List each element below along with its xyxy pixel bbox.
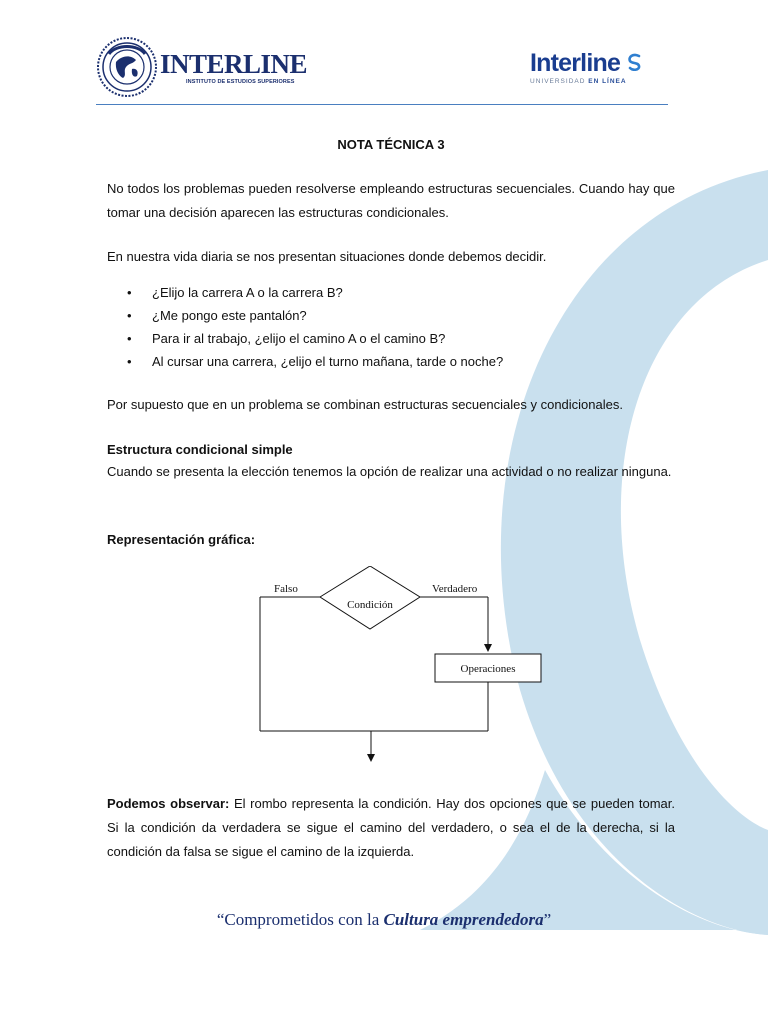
observation-text: El rombo representa la condición. Hay dos opciones que se pueden tomar. Si la condición da verdadera se sigue el camino del verdadero, o sea el de la derecha, si la condición da falsa se sigue el camino de la izquierda.: [107, 796, 675, 859]
observation-label: Podemos observar:: [107, 796, 230, 811]
decision-examples-list: [107, 281, 675, 373]
list-item: • Al cursar una carrera, ¿elijo el turno mañana, tarde o noche?: [107, 350, 675, 373]
section-heading: Estructura condicional simple: [107, 442, 293, 457]
intro-paragraph-1: No todos los problemas pueden resolverse empleando estructuras secuenciales. Cuando hay que tomar una decisión aparecen las estructuras condicionales.: [107, 181, 675, 220]
list-item: • ¿Elijo la carrera A o la carrera B?: [107, 281, 675, 304]
slogan-emphasis: Cultura emprendedora: [383, 910, 544, 929]
interline-institute-logo: [96, 36, 307, 98]
intro-paragraph-2: En nuestra vida diaria se nos presentan situaciones donde debemos decidir.: [107, 249, 547, 264]
true-label: Verdadero: [432, 583, 478, 595]
conditional-flowchart: [250, 566, 550, 766]
institute-subtitle: INSTITUTO DE ESTUDIOS SUPERIORES: [186, 78, 295, 85]
slogan-open: “Comprometidos con la: [216, 910, 384, 929]
header-divider: [96, 104, 668, 105]
letterhead: [96, 28, 668, 108]
footer-slogan: [0, 910, 768, 930]
list-item: • ¿Me pongo este pantalón?: [107, 304, 675, 327]
document-title: NOTA TÉCNICA 3: [337, 137, 445, 152]
true-branch-arrowhead-icon: [484, 644, 492, 652]
institute-name: INTERLINE: [160, 48, 308, 79]
university-name: Interline: [530, 49, 621, 77]
university-subtitle: [530, 78, 660, 85]
observation-paragraph: [107, 792, 675, 864]
slogan-close: ”: [543, 910, 552, 929]
false-label: Falso: [274, 583, 298, 595]
interline-university-logo: [530, 50, 660, 85]
section-body: Cuando se presenta la elección tenemos la opción de realizar una actividad o no realizar ninguna.: [107, 464, 672, 479]
operations-label: Operaciones: [460, 663, 516, 675]
condition-diamond: [320, 566, 420, 629]
combine-paragraph: Por supuesto que en un problema se combinan estructuras secuenciales y condicionales.: [107, 397, 623, 412]
list-item: • Para ir al trabajo, ¿elijo el camino A o el camino B?: [107, 327, 675, 350]
condition-label: Condición: [347, 599, 393, 611]
graphic-heading: Representación gráfica:: [107, 532, 256, 547]
university-subtitle-a: UNIVERSIDAD: [530, 78, 586, 85]
exit-arrowhead-icon: [367, 754, 375, 762]
institute-seal-icon: [96, 36, 158, 98]
university-subtitle-b: EN LÍNEA: [588, 78, 627, 85]
university-swirl-icon: [627, 53, 643, 71]
